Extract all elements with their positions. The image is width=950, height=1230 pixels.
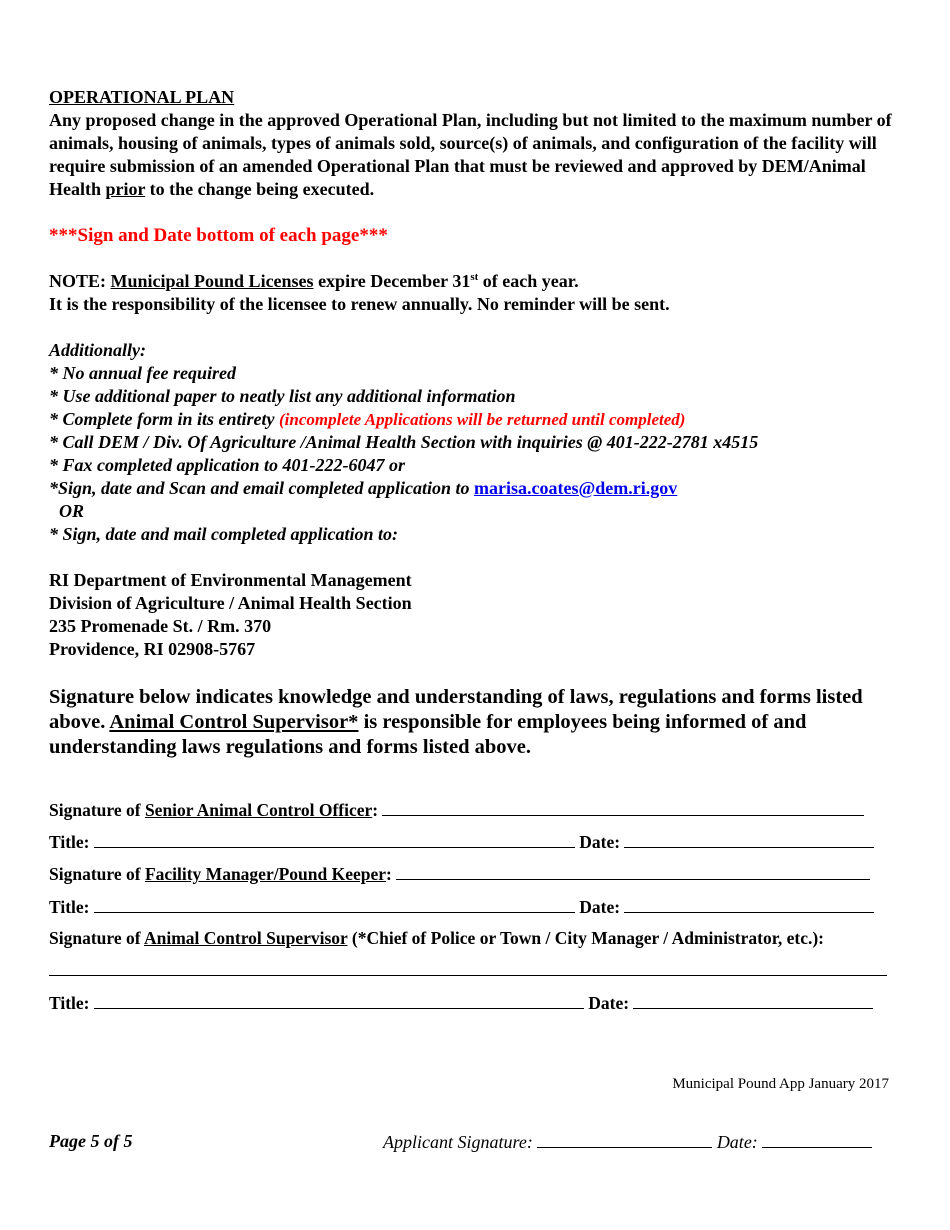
senior-officer-signature-field[interactable] xyxy=(382,799,864,816)
signature-of-label: Signature of xyxy=(49,800,145,820)
supervisor-signature-field[interactable] xyxy=(49,975,887,976)
applicant-signature-label: Applicant Signature: xyxy=(383,1132,533,1152)
footer-date-label: Date: xyxy=(716,1132,758,1152)
address-line: Division of Agriculture / Animal Health Section xyxy=(49,593,412,613)
operational-plan-text xyxy=(49,109,899,201)
acknowledgement-part-1: Signature below indicates knowledge and understanding of laws, regulations and forms listed above. xyxy=(49,686,863,733)
address-line: RI Department of Environmental Management xyxy=(49,570,412,590)
title-date-row-2 xyxy=(49,896,874,918)
acknowledgement-text xyxy=(49,685,899,760)
address-line: 235 Promenade St. / Rm. 370 xyxy=(49,616,272,636)
additionally-item: * Sign, date and mail completed application to: xyxy=(49,524,398,544)
colon: : xyxy=(372,800,379,820)
note-licenses: Municipal Pound Licenses xyxy=(110,271,314,291)
operational-plan-section xyxy=(49,86,899,201)
title-label: Title: xyxy=(49,832,90,852)
facility-manager-label: Facility Manager/Pound Keeper xyxy=(144,864,387,884)
title-date-row-1 xyxy=(49,831,874,853)
operational-plan-heading: OPERATIONAL PLAN xyxy=(49,87,235,107)
title-field[interactable] xyxy=(94,831,575,848)
date-field[interactable] xyxy=(633,992,873,1009)
supervisor-signature-row xyxy=(49,928,824,949)
or-text: OR xyxy=(59,501,85,521)
address-line: Providence, RI 02908-5767 xyxy=(49,639,256,659)
note-line-2: It is the responsibility of the licensee to renew annually. No reminder will be sent. xyxy=(49,294,670,314)
facility-manager-signature-row xyxy=(49,863,870,885)
page-number: Page 5 of 5 xyxy=(49,1131,133,1151)
additionally-item: * Use additional paper to neatly list any additional information xyxy=(49,386,516,406)
form-version: Municipal Pound App January 2017 xyxy=(672,1076,889,1092)
note-line-1 xyxy=(49,270,899,293)
prior-word: prior xyxy=(105,179,146,199)
colon: : xyxy=(386,864,392,884)
note-section xyxy=(49,270,899,316)
title-label: Title: xyxy=(49,993,90,1013)
applicant-signature-row xyxy=(383,1131,872,1153)
title-label: Title: xyxy=(49,897,90,917)
additionally-item: * Call DEM / Div. Of Agriculture /Animal Health Section with inquiries @ 401-222-2781 x4515 xyxy=(49,432,759,452)
title-field[interactable] xyxy=(94,992,584,1009)
operational-plan-text-1: Any proposed change in the approved Operational Plan, including but not limited to the maximum number of animals, housing of animals, types of animals sold, source(s) of animals, and configuration of the facility will require submission of an amended Operational Plan that must be reviewed and approved by DEM/Animal Health xyxy=(49,110,892,199)
supervisor-label: Animal Control Supervisor xyxy=(143,928,348,948)
email-link[interactable]: marisa.coates@dem.ri.gov xyxy=(474,478,678,498)
footer-date-field[interactable] xyxy=(762,1131,872,1148)
additionally-item: * Fax completed application to 401-222-6047 or xyxy=(49,455,405,475)
mailing-address xyxy=(49,569,899,661)
signature-of-label: Signature of xyxy=(49,864,145,884)
date-field[interactable] xyxy=(624,896,874,913)
senior-officer-signature-row xyxy=(49,799,864,821)
supervisor-note: (*Chief of Police or Town / City Manager / Administrator, etc.): xyxy=(347,928,825,948)
note-sup: st xyxy=(470,271,479,283)
additionally-heading: Additionally: xyxy=(49,340,147,360)
note-tail: of each year. xyxy=(478,271,579,291)
document-body xyxy=(49,86,899,760)
additionally-item xyxy=(49,408,899,431)
title-field[interactable] xyxy=(94,896,575,913)
incomplete-warning: (incomplete Applications will be returned until completed) xyxy=(279,410,686,429)
additionally-section xyxy=(49,339,899,546)
date-field[interactable] xyxy=(624,831,874,848)
date-label: Date: xyxy=(588,993,630,1013)
date-label: Date: xyxy=(579,832,621,852)
date-label: Date: xyxy=(579,897,621,917)
senior-officer-label: Senior Animal Control Officer xyxy=(144,800,373,820)
sign-notice: ***Sign and Date bottom of each page*** xyxy=(49,225,388,246)
note-label: NOTE: xyxy=(49,271,111,291)
note-expire: expire December 31 xyxy=(313,271,471,291)
title-date-row-3 xyxy=(49,992,873,1014)
additionally-item-text: * Complete form in its entirety xyxy=(49,409,279,429)
additionally-item xyxy=(49,477,899,500)
applicant-signature-field[interactable] xyxy=(537,1131,712,1148)
operational-plan-text-2: to the change being executed. xyxy=(145,179,375,199)
additionally-item: * No annual fee required xyxy=(49,363,237,383)
signature-of-label: Signature of xyxy=(49,928,144,948)
additionally-item-text: *Sign, date and Scan and email completed application to xyxy=(49,478,475,498)
acknowledgement-part-2: is responsible for employees being informed of and understanding laws regulations and forms listed above. xyxy=(49,711,807,758)
acknowledgement-supervisor: Animal Control Supervisor* xyxy=(109,711,359,733)
facility-manager-signature-field[interactable] xyxy=(396,863,870,880)
